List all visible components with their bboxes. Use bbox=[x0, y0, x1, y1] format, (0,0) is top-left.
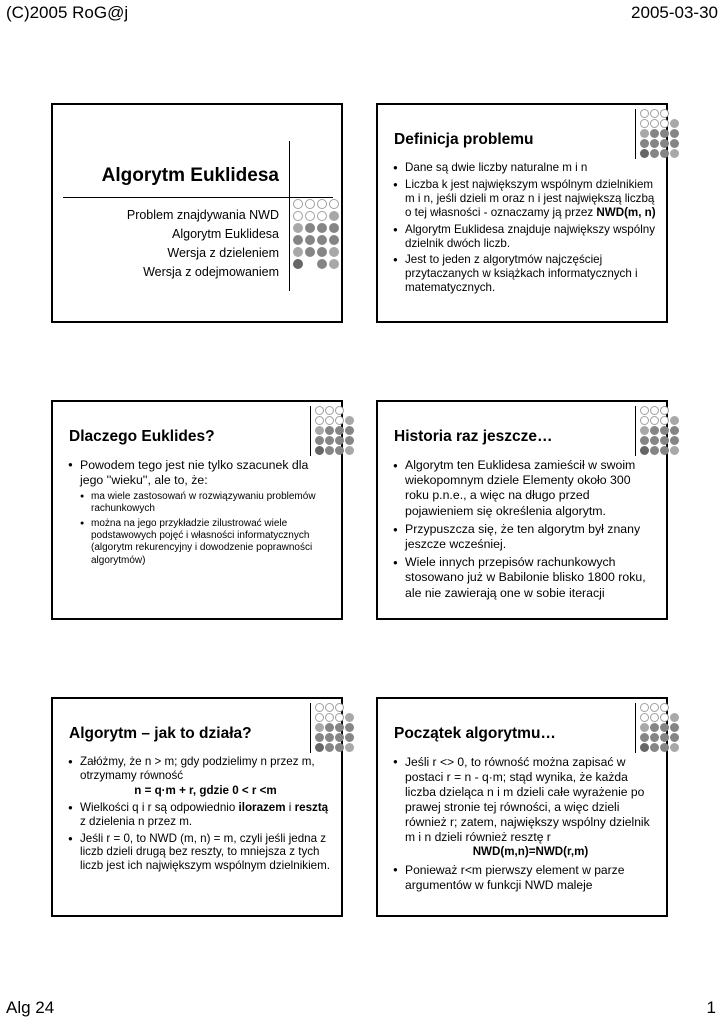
bullet-text: Załóżmy, że n > m; gdy podzielimy n przez m, otrzymamy równość bbox=[80, 755, 315, 782]
remainder-term: resztą bbox=[294, 800, 329, 814]
list-item: ● Jest to jeden z algorytmów najczęściej przytaczanych w książkach informatycznych i matematycznych. bbox=[393, 253, 656, 295]
subtitle-line: Wersja z dzieleniem bbox=[167, 246, 279, 260]
dot-pattern-decoration bbox=[640, 406, 679, 455]
title-vertical-rule bbox=[310, 406, 311, 456]
slide-4-bullets bbox=[393, 458, 656, 604]
list-item bbox=[68, 801, 331, 829]
slide-3 bbox=[51, 400, 343, 620]
title-vertical-rule bbox=[310, 703, 311, 753]
slide-5 bbox=[51, 697, 343, 917]
title-vertical-rule bbox=[635, 406, 636, 456]
slide-6-bullets bbox=[393, 755, 656, 896]
title-vertical-rule bbox=[635, 109, 636, 159]
nwd-term: NWD(m, n) bbox=[596, 205, 656, 219]
header-copyright: (C)2005 RoG@j bbox=[6, 3, 129, 22]
list-item bbox=[393, 755, 656, 860]
list-item bbox=[393, 178, 656, 220]
dot-pattern-decoration bbox=[640, 109, 679, 158]
sub-list-item: ● ma wiele zastosowań w rozwiązywaniu problemów rachunkowych bbox=[80, 491, 331, 515]
bullet-text: z dzielenia n przez m. bbox=[80, 814, 193, 828]
slide-6-title: Początek algorytmu… bbox=[394, 725, 556, 742]
footer-label: Alg 24 bbox=[6, 998, 55, 1017]
slide-3-bullets bbox=[68, 458, 331, 570]
dot-pattern-decoration bbox=[315, 406, 354, 455]
formula: NWD(m,n)=NWD(r,m) bbox=[472, 845, 589, 859]
slide-4 bbox=[376, 400, 668, 620]
list-item: ● Algorytm ten Euklidesa zamieścił w swoim wiekopomnym dziele Elementy około 300 roku p.n.e., a więc na długo przed pojawieniem się określenia algorytm. bbox=[393, 458, 656, 519]
slide-5-title: Algorytm – jak to działa? bbox=[69, 725, 252, 742]
sub-list-item: ● można na jego przykładzie zilustrować wiele podstawowych pojęć i własności informatycznych (algorytm rekurencyjny i dowodzenie poprawności algorytmów) bbox=[80, 518, 331, 567]
title-vertical-rule bbox=[289, 141, 290, 291]
dot-pattern-decoration bbox=[640, 703, 679, 752]
title-vertical-rule bbox=[635, 703, 636, 753]
slide-1-title: Algorytm Euklidesa bbox=[101, 165, 279, 186]
list-item: ● Dane są dwie liczby naturalne m i n bbox=[393, 161, 656, 175]
subtitle-line: Algorytm Euklidesa bbox=[172, 227, 279, 241]
formula: n = q·m + r, gdzie 0 < r <m bbox=[134, 783, 277, 797]
title-horizontal-rule bbox=[63, 197, 333, 198]
slide-4-title: Historia raz jeszcze… bbox=[394, 428, 553, 445]
slide-1-subtitles bbox=[63, 206, 279, 282]
list-item: ● Przypuszcza się, że ten algorytm był znany jeszcze wcześniej. bbox=[393, 522, 656, 552]
bullet-text: Powodem tego jest nie tylko szacunek dla jego ''wieku'', ale to, że: bbox=[80, 458, 309, 487]
subtitle-line: Wersja z odejmowaniem bbox=[143, 265, 279, 279]
quotient-term: ilorazem bbox=[238, 800, 286, 814]
subtitle-line: Problem znajdywania NWD bbox=[126, 208, 279, 222]
list-item: ● Wiele innych przepisów rachunkowych stosowano już w Babilonie blisko 1800 roku, ale nie zawierają one w sobie iteracji bbox=[393, 555, 656, 601]
header-date: 2005-03-30 bbox=[631, 3, 718, 22]
sub-bullets bbox=[80, 491, 331, 567]
bullet-text: Jeśli r <> 0, to równość można zapisać w postaci r = n - q·m; stąd wynika, że każda liczba dzieląca n i m dzieli całe wyrażenie po prawej stronie tej równości, a więc dzieli również r; zatem, największy wspólny dzielnik m i n dzieli również resztę r bbox=[405, 755, 650, 844]
bullet-text: Liczba k jest największym wspólnym dzielnikiem m i n, jeśli dzieli m oraz n i jest największą liczbą o tej własności - oznaczamy ją przez bbox=[405, 177, 655, 219]
list-item: ● Jeśli r = 0, to NWD (m, n) = m, czyli jeśli jedna z liczb dzieli drugą bez reszty, to mniejsza z tych liczb jest ich największym wspólnym dzielnikiem. bbox=[68, 832, 331, 874]
list-item bbox=[68, 755, 331, 798]
dot-pattern-decoration bbox=[293, 199, 339, 269]
bullet-text: i bbox=[285, 800, 295, 814]
bullet-text: Wielkości q i r są odpowiednio bbox=[80, 800, 239, 814]
slide-5-bullets bbox=[68, 755, 331, 876]
slide-2-bullets bbox=[393, 161, 656, 298]
slide-2 bbox=[376, 103, 668, 323]
slide-1 bbox=[51, 103, 343, 323]
list-item bbox=[68, 458, 331, 567]
slide-6 bbox=[376, 697, 668, 917]
page-number: 1 bbox=[706, 998, 716, 1017]
list-item: ● Ponieważ r<m pierwszy element w parze argumentów w funkcji NWD maleje bbox=[393, 863, 656, 893]
slide-3-title: Dlaczego Euklides? bbox=[69, 428, 215, 445]
slide-2-title: Definicja problemu bbox=[394, 131, 534, 148]
list-item: ● Algorytm Euklidesa znajduje największy wspólny dzielnik dwóch liczb. bbox=[393, 223, 656, 251]
dot-pattern-decoration bbox=[315, 703, 354, 752]
